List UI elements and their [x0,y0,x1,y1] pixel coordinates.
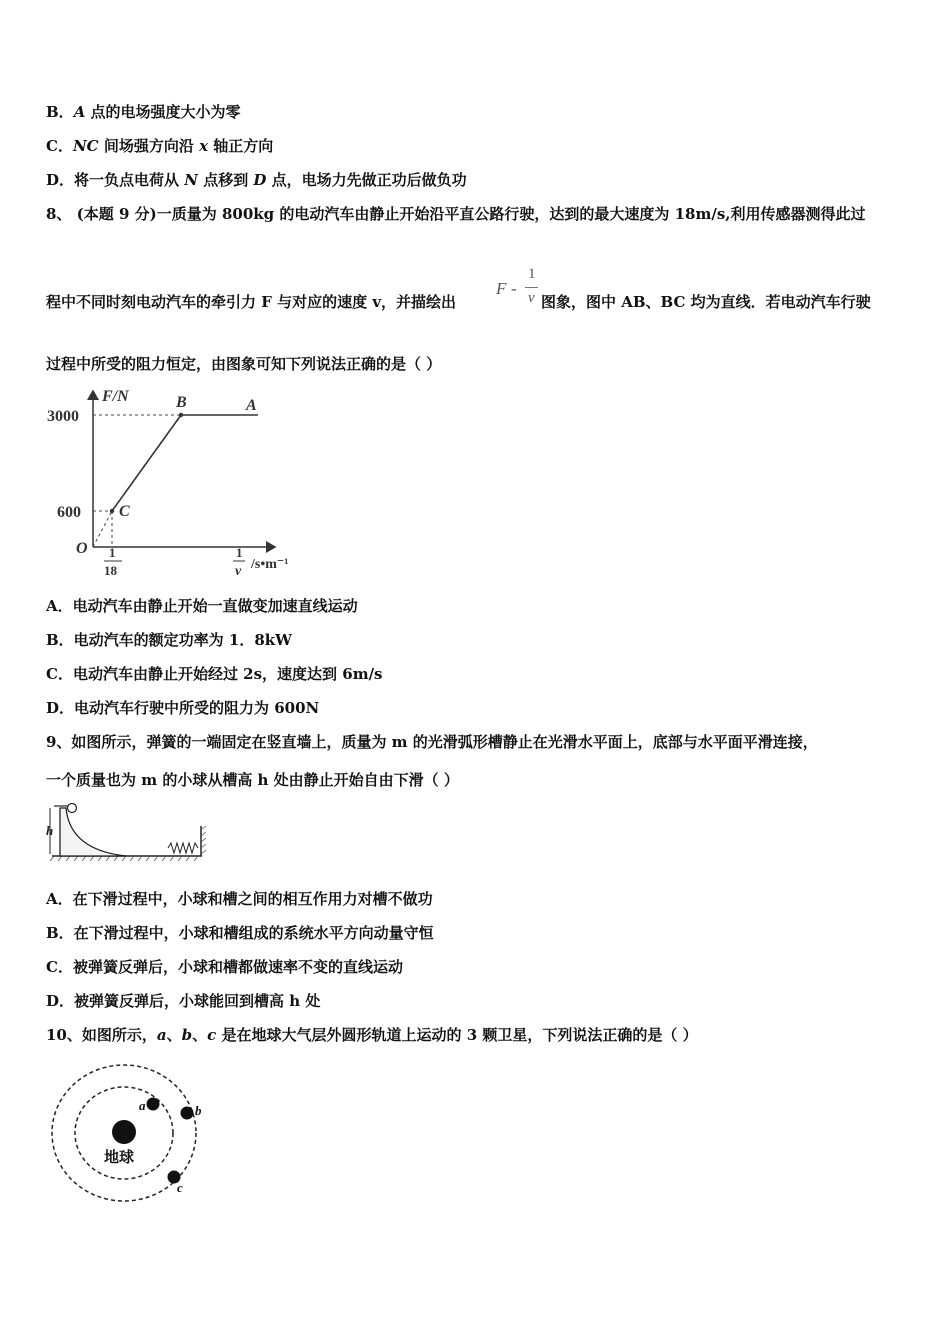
q9-stem-line1: 9、如图所示，弹簧的一端固定在竖直墙上，质量为 m 的光滑弧形槽静止在光滑水平面上，底部与水平面平滑连接， [46,733,818,751]
q8-stem-line2b: 图象，图中 AB、BC 均为直线．若电动汽车行驶 [541,293,871,311]
earth-label: 地球 [104,1150,135,1166]
graph-label-b: B [176,394,187,411]
q9-option-d: D．被弹簧反弹后，小球能回到槽高 h 处 [46,992,321,1010]
graph-label-c: C [119,503,130,520]
satellite-c-label: c [177,1180,183,1195]
formula-fraction-bar [525,287,538,288]
q9-option-a: A．在下滑过程中，小球和槽之间的相互作用力对槽不做功 [46,890,433,908]
graph-origin-label: O [76,540,88,557]
q8-stem-line3: 过程中所受的阻力恒定，由图象可知下列说法正确的是（ ） [46,355,442,373]
q7-option-d: D．将一负点电荷从 N 点移到 D 点，电场力先做正功后做负功 [46,171,467,189]
graph-x-tick-num: 1 [109,545,116,560]
q10-orbit-figure [44,1060,214,1210]
earth [112,1120,136,1144]
height-label: h [46,823,54,838]
q9-option-b: B．在下滑过程中，小球和槽组成的系统水平方向动量守恒 [46,924,434,942]
q8-option-a: A．电动汽车由静止开始一直做变加速直线运动 [46,597,358,615]
q8-stem-line2a: 程中不同时刻电动汽车的牵引力 F 与对应的速度 v，并描绘出 [46,293,457,311]
q9-trough-spring-figure [40,800,212,864]
spring [168,843,198,853]
satellite-b [181,1107,194,1120]
q8-stem-line1: 8、 (本题 9 分)一质量为 800kg 的电动汽车由静止开始沿平直公路行驶，达到的最大速度为 18m/s,利用传感器测得此过 [46,205,866,223]
graph-tick-600: 600 [57,504,81,521]
graph-point-c [110,509,114,513]
graph-point-b [179,413,183,417]
formula-dash: - [511,279,517,298]
satellite-a [147,1098,160,1111]
arc-trough [60,808,126,856]
q8-option-b: B．电动汽车的额定功率为 1．8kW [46,631,293,649]
graph-x-label-den: v [235,564,242,579]
q7-option-b: B．A 点的电场强度大小为零 [46,103,241,121]
graph-x-tick-den: 18 [104,563,117,578]
satellite-a-label: a [139,1098,146,1113]
graph-dashed-origin-c [93,511,112,547]
formula-f: F [496,279,507,298]
graph-tick-3000: 3000 [47,408,79,425]
q8-option-c: C．电动汽车由静止开始经过 2s，速度达到 6m/s [46,665,383,683]
formula-numerator: 1 [528,266,536,282]
graph-line-bc [112,415,181,511]
q8-option-d: D．电动汽车行驶中所受的阻力为 600N [46,699,320,717]
graph-y-label: F/N [102,388,129,405]
q8-force-graph [40,383,320,583]
graph-x-label-num: 1 [236,545,243,560]
satellite-b-label: b [195,1103,202,1118]
q10-stem: 10、如图所示，a、b、c 是在地球大气层外圆形轨道上运动的 3 颗卫星，下列说法正确的是（ ） [46,1026,698,1044]
formula-denominator: v [528,290,535,306]
q9-option-c: C．被弹簧反弹后，小球和槽都做速率不变的直线运动 [46,958,403,976]
small-ball [68,804,77,813]
q9-stem-line2: 一个质量也为 m 的小球从槽高 h 处由静止开始自由下滑（ ） [46,771,459,789]
graph-label-a: A [246,397,257,414]
q7-option-c: C．NC 间场强方向沿 x 轴正方向 [46,137,274,155]
graph-x-label-unit: /s•m⁻¹ [251,557,289,572]
